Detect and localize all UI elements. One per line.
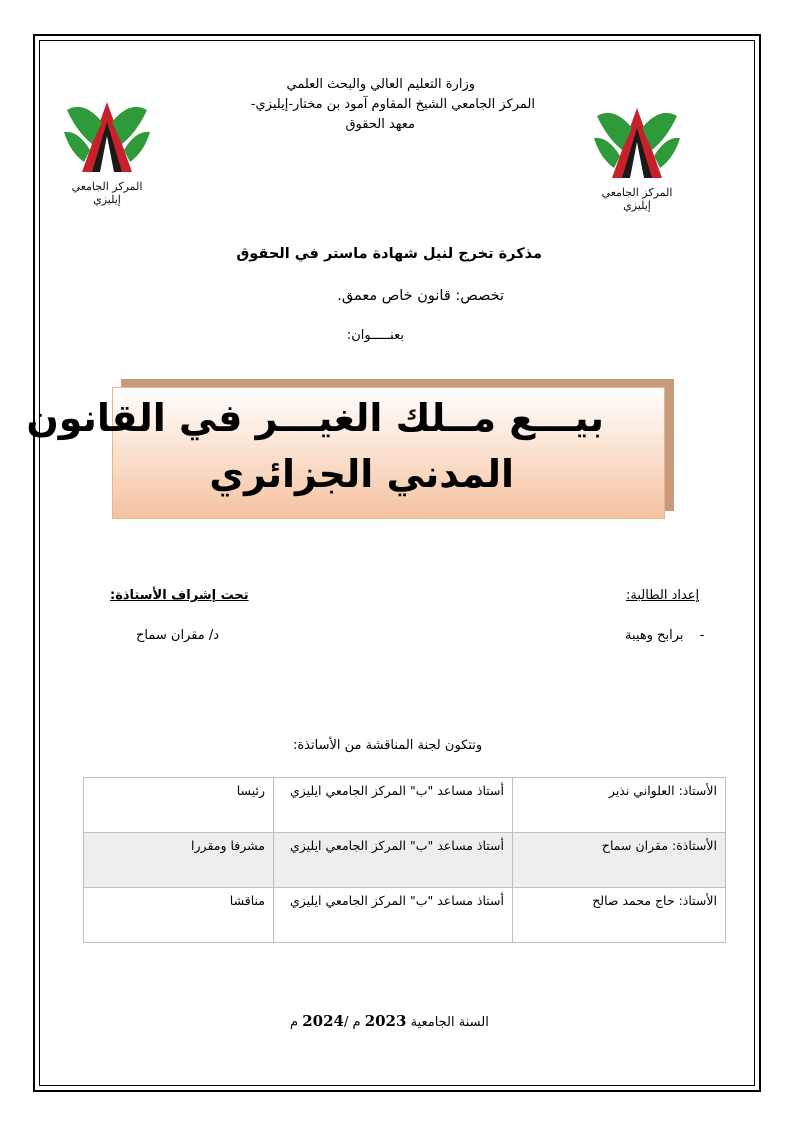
institute-name: معهد الحقوق — [345, 117, 415, 132]
logo-caption: المركز الجامعي إيليزي — [601, 186, 673, 212]
academic-year — [290, 1012, 489, 1030]
supervisor-name: د/ مقران سماح — [136, 628, 220, 643]
list-dash: - — [699, 628, 705, 643]
center-name: المركز الجامعي الشيخ المقاوم آمود بن مختار-إيليزي- — [250, 97, 535, 112]
member-role: مناقشا — [84, 888, 274, 943]
university-logo-right — [592, 98, 682, 212]
supervisor-label: تحت إشراف الأستاذة: — [110, 588, 249, 603]
table-row — [84, 888, 726, 943]
member-name: الأستاذ: العلواني نذير — [513, 778, 726, 833]
university-logo-left — [62, 92, 152, 206]
thesis-title-line2: المدني الجزائري — [209, 452, 514, 496]
logo-caption: المركز الجامعي إيليزي — [71, 180, 143, 206]
thesis-title-line1: بيـــع مــلك الغيـــر في القانون — [26, 396, 604, 440]
degree-line: مذكرة تخرج لنيل شهادة ماستر في الحقوق — [236, 246, 542, 262]
specialty-line: تخصص: قانون خاص معمق. — [337, 288, 504, 304]
member-role: رئيسا — [84, 778, 274, 833]
member-name: الأستاذة: مقران سماح — [513, 833, 726, 888]
member-rank: أستاذ مساعد "ب" المركز الجامعي ايليزي — [274, 833, 513, 888]
member-name: الأستاذ: حاج محمد صالح — [513, 888, 726, 943]
year-start: 2023 — [364, 1012, 407, 1030]
academic-year-label: السنة الجامعية — [410, 1015, 489, 1030]
member-rank: أستاذ مساعد "ب" المركز الجامعي ايليزي — [274, 778, 513, 833]
prepared-by-label: إعداد الطالبة: — [626, 588, 700, 603]
member-rank: أستاذ مساعد "ب" المركز الجامعي ايليزي — [274, 888, 513, 943]
year-end: 2024 — [302, 1012, 344, 1030]
year-unit-end: م — [290, 1015, 299, 1030]
logo-emblem-icon — [592, 98, 682, 188]
table-row — [84, 778, 726, 833]
jury-table — [83, 777, 726, 943]
year-separator: / — [343, 1015, 349, 1030]
title-label: بعنـــــوان: — [346, 328, 404, 343]
student-name: برابح وهيبة — [625, 628, 684, 643]
student-name-line — [625, 628, 704, 643]
committee-intro: وتتكون لجنة المناقشة من الأساتذة: — [293, 738, 483, 753]
table-row — [84, 833, 726, 888]
year-unit: م — [352, 1015, 361, 1030]
logo-emblem-icon — [62, 92, 152, 182]
member-role: مشرفا ومقررا — [84, 833, 274, 888]
institution-header — [150, 75, 535, 135]
thesis-title-box — [26, 387, 665, 519]
ministry-name: وزارة التعليم العالي والبحث العلمي — [286, 77, 475, 92]
